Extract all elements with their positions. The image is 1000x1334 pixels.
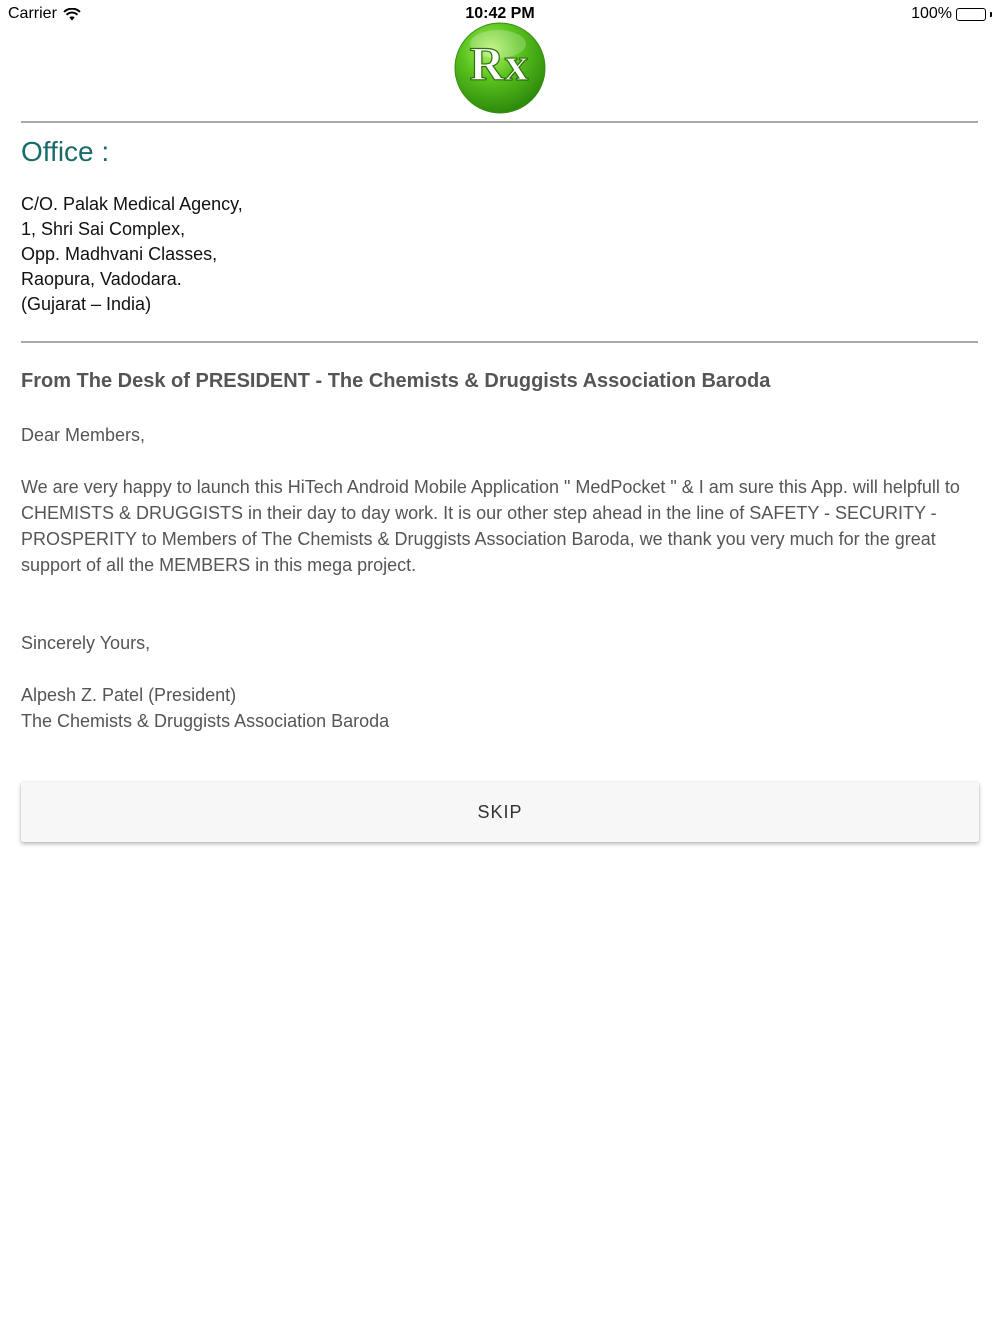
status-battery [911, 5, 992, 23]
office-title: Office : [21, 136, 110, 167]
closing: Sincerely Yours, [21, 633, 151, 653]
desk-heading: From The Desk of PRESIDENT - The Chemists & Druggists Association Baroda [21, 370, 771, 392]
signatory-org: The Chemists & Druggists Association Baroda [21, 711, 390, 731]
address-line: 1, Shri Sai Complex, [21, 219, 186, 239]
status-time: 10:42 PM [465, 5, 535, 22]
middle-divider [21, 341, 978, 343]
rx-logo [454, 22, 546, 114]
address-line: C/O. Palak Medical Agency, [21, 194, 243, 214]
logo-text: Rx [469, 38, 529, 91]
carrier-label: Carrier [8, 5, 57, 22]
address-line: (Gujarat – India) [21, 294, 152, 314]
letter-body: We are very happy to launch this HiTech Android Mobile Application " MedPocket " & I am sure this App. will helpfull to CHEMISTS & DRUGGISTS in their day to day work. It is our other step ahead in the line of SAFETY - SECURITY - PROSPERITY to Members of The Chemists & Druggists Association Baroda, we thank you very much for the great support of all the MEMBERS in this mega project. [21, 477, 960, 575]
signatory-name: Alpesh Z. Patel (President) [21, 685, 237, 705]
salutation: Dear Members, [21, 425, 146, 445]
address-line: Opp. Madhvani Classes, [21, 244, 218, 264]
skip-button[interactable]: SKIP [21, 782, 979, 842]
address-line: Raopura, Vadodara. [21, 269, 182, 289]
office-address [21, 192, 243, 317]
battery-percent: 100% [911, 5, 952, 22]
top-divider [21, 121, 978, 123]
battery-icon [956, 8, 986, 21]
